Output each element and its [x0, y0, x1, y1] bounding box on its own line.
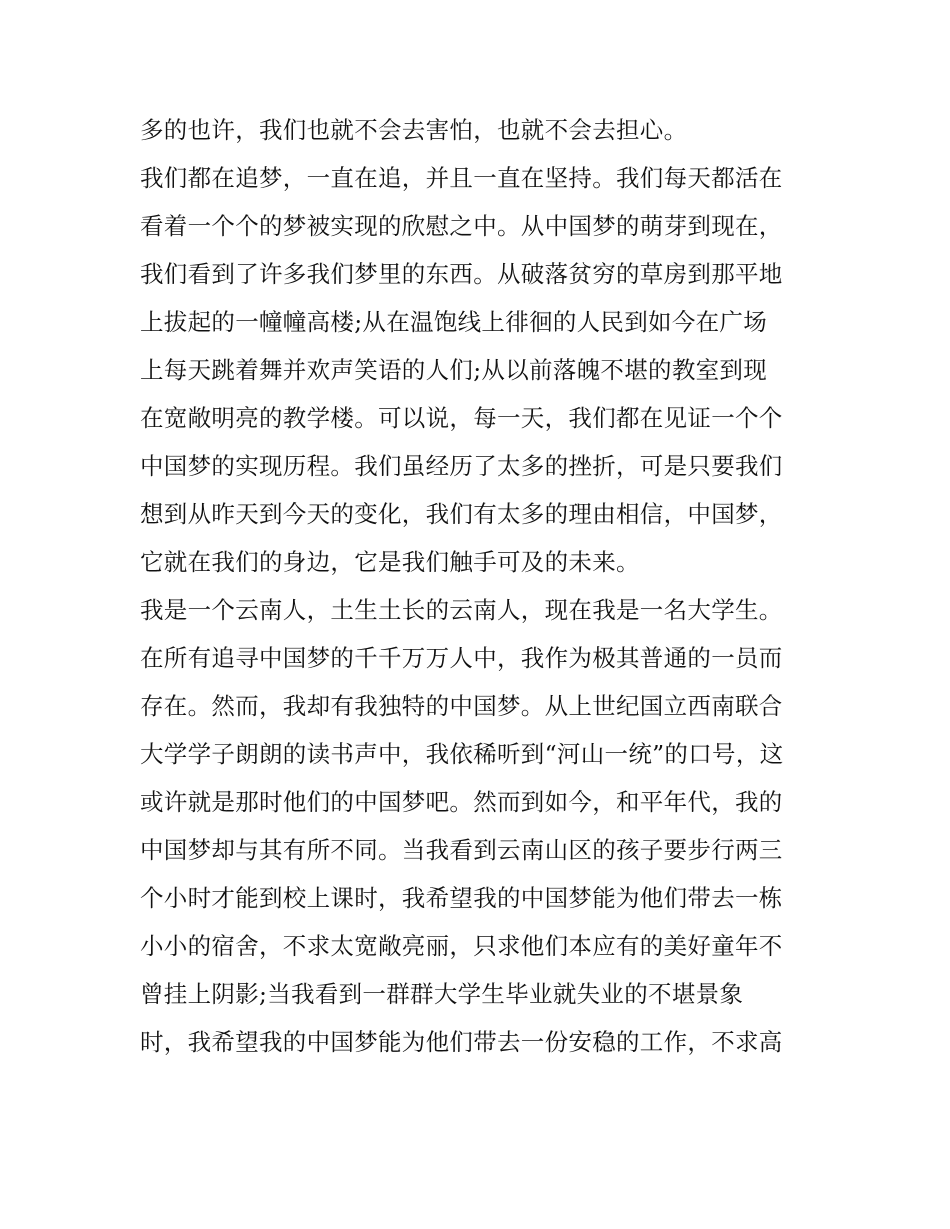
text-line: 看着一个个的梦被实现的欣慰之中。从中国梦的萌芽到现在，: [140, 212, 783, 240]
text-line: 或许就是那时他们的中国梦吧。然而到如今，和平年代，我的: [140, 788, 783, 816]
text-line: 我是一个云南人，土生土长的云南人，现在我是一名大学生。: [140, 596, 783, 624]
text-line: 在宽敞明亮的教学楼。可以说，每一天，我们都在见证一个个: [140, 404, 783, 432]
body-text: [140, 106, 820, 1066]
text-line: 小小的宿舍，不求太宽敞亮丽，只求他们本应有的美好童年不: [140, 932, 783, 960]
text-line: 存在。然而，我却有我独特的中国梦。从上世纪国立西南联合: [140, 692, 783, 720]
text-line: 中国梦的实现历程。我们虽经历了太多的挫折，可是只要我们: [140, 452, 783, 480]
text-line: 个小时才能到校上课时，我希望我的中国梦能为他们带去一栋: [140, 884, 783, 912]
text-line: 想到从昨天到今天的变化，我们有太多的理由相信，中国梦，: [140, 500, 783, 528]
text-line: 曾挂上阴影;当我看到一群群大学生毕业就失业的不堪景象: [140, 980, 744, 1008]
text-line: 多的也许，我们也就不会去害怕，也就不会去担心。: [140, 116, 688, 144]
text-line: 中国梦却与其有所不同。当我看到云南山区的孩子要步行两三: [140, 836, 783, 864]
text-line: 它就在我们的身边，它是我们触手可及的未来。: [140, 548, 640, 576]
text-line: 时，我希望我的中国梦能为他们带去一份安稳的工作，不求高: [140, 1028, 783, 1056]
text-line: 我们都在追梦，一直在追，并且一直在坚持。我们每天都活在: [140, 164, 783, 192]
text-line: 我们看到了许多我们梦里的东西。从破落贫穷的草房到那平地: [140, 260, 783, 288]
text-line: 在所有追寻中国梦的千千万万人中，我作为极其普通的一员而: [140, 644, 783, 672]
text-line: 上每天跳着舞并欢声笑语的人们;从以前落魄不堪的教室到现: [140, 356, 768, 384]
text-line: 大学学子朗朗的读书声中，我依稀听到“河山一统”的口号，这: [140, 740, 784, 768]
text-line: 上拔起的一幢幢高楼;从在温饱线上徘徊的人民到如今在广场: [140, 308, 768, 336]
